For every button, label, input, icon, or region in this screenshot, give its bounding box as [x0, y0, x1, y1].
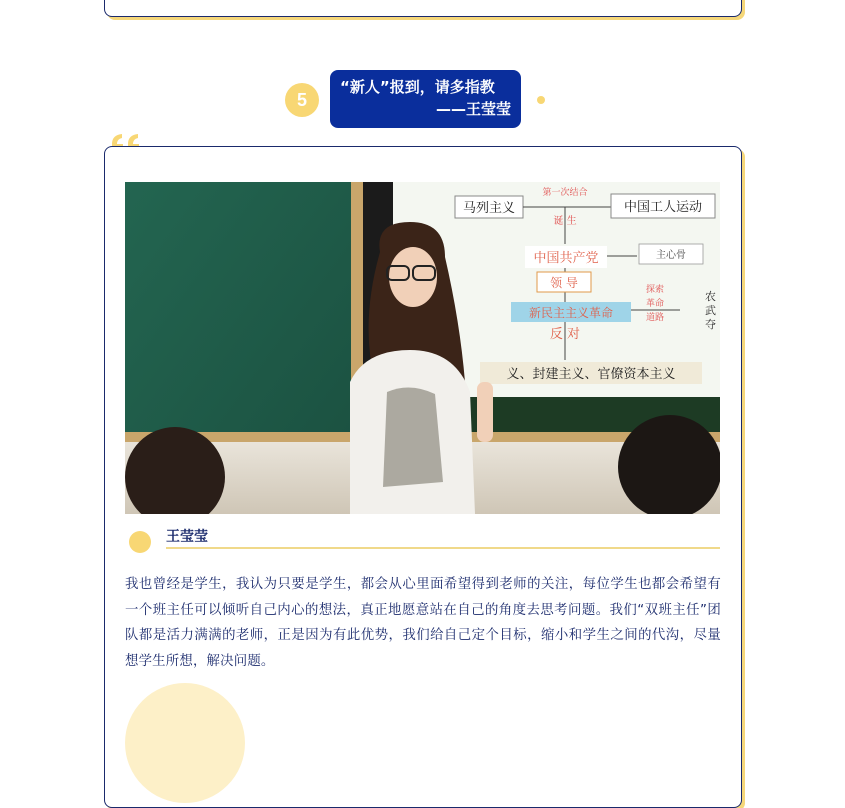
- diagram-right-1: 农: [705, 290, 716, 303]
- teacher-quote-paragraph: 我也曾经是学生，我认为只要是学生，都会从心里面希望得到老师的关注，每位学生也都会希望有一个班主任可以倾听自己内心的想法，真正地愿意站在自己的角度去思考问题。我们“双班主任”团队都是活力满满的老师，正是因为有此优势，我们给自己定个目标，缩小和学生之间的代沟，尽量想学生所想，解决问题。: [125, 577, 721, 669]
- diagram-bottom: 义、封建主义、官僚资本主义: [506, 367, 676, 382]
- diagram-first-combine: 第一次结合: [542, 188, 588, 198]
- diagram-backbone: 主心骨: [656, 250, 686, 261]
- diagram-marxism: 马列主义: [462, 201, 516, 216]
- diagram-revolution-path: 革命: [645, 299, 665, 309]
- diagram-right-3: 夺: [705, 318, 716, 331]
- name-marker-dot: [129, 531, 151, 553]
- diagram-oppose: 反 对: [549, 327, 581, 342]
- diagram-born: 诞 生: [553, 216, 577, 227]
- decorative-circle: [125, 683, 245, 803]
- section-title-box: [330, 70, 521, 128]
- name-underline: [166, 547, 720, 549]
- section-title: “新人”报到，请多指教: [340, 78, 495, 96]
- diagram-explore: 探索: [645, 285, 665, 295]
- diagram-lead: 领 导: [550, 276, 578, 290]
- section-number-badge: 5: [285, 83, 319, 117]
- section-author: ——王莹莹: [435, 100, 511, 118]
- diagram-right-2: 武: [705, 304, 716, 317]
- previous-section-card: [104, 0, 742, 17]
- decorative-dot: [537, 96, 545, 104]
- diagram-road: 道路: [645, 313, 665, 323]
- teacher-name: 王莹莹: [166, 529, 208, 545]
- diagram-ccp: 中国共产党: [533, 251, 599, 266]
- diagram-revolution: 新民主主义革命: [528, 306, 614, 320]
- diagram-workers: 中国工人运动: [623, 200, 703, 215]
- classroom-photo: [125, 182, 720, 514]
